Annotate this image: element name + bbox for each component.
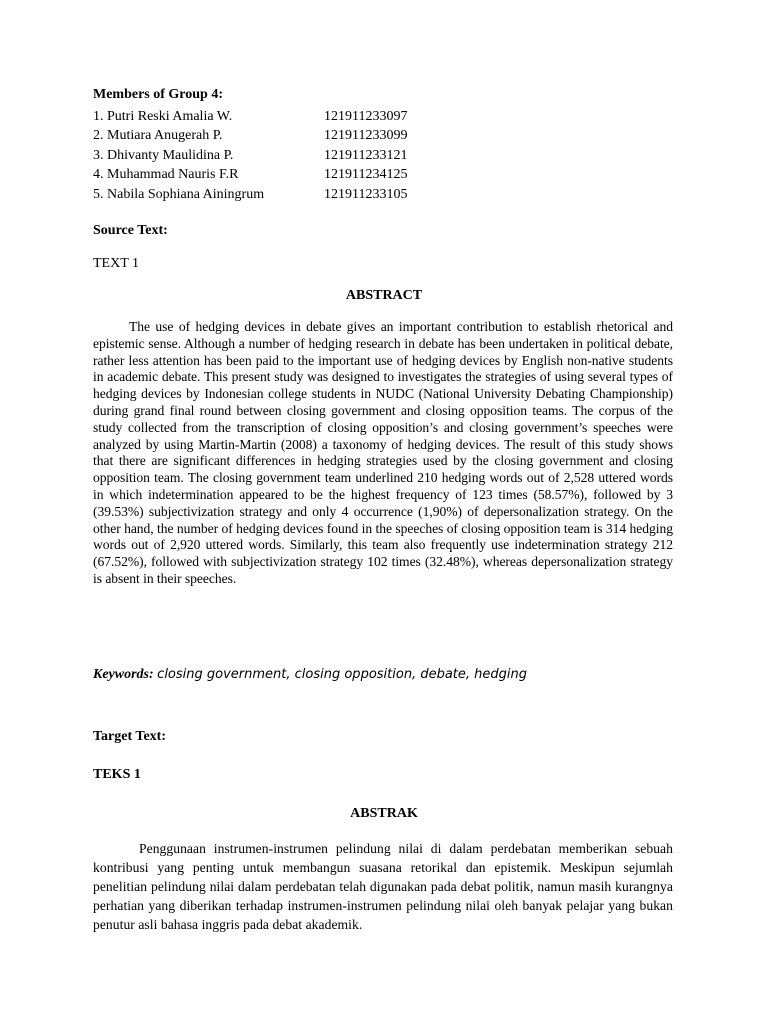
source-text-number: TEXT 1 [93,256,140,271]
member-id: 121911233097 [324,109,408,124]
member-name: 3. Dhivanty Maulidina P. [93,147,234,163]
abstrak-body: Penggunaan instrumen-instrumen pelindung nilai di dalam perdebatan memberikan sebuah kontribusi yang penting untuk membangun suasana retorikal dan epistemik. Meskipun sejumlah penelitian pelindung nilai dalam perdebatan telah digunakan pada debat politik, namun masih kurangnya perhatian yang diberikan terhadap instrumen-instrumen pelindung nilai oleh banyak pelajar yang bukan penutur asli bahasa inggris pada debat akademik. [93,841,673,933]
member-name: 4. Muhammad Nauris F.R [93,167,239,183]
target-text-label: Target Text: [93,729,166,744]
member-name: 5. Nabila Sophiana Ainingrum [93,186,265,202]
abstract-title: ABSTRACT [345,288,423,303]
keywords-line [93,667,527,683]
keywords-values: closing government, closing opposition, debate, hedging [157,667,527,682]
target-text-number: TEKS 1 [93,767,141,782]
source-text-label: Source Text: [93,223,168,238]
keywords-label: Keywords: [93,667,154,682]
abstract-body: The use of hedging devices in debate gives an important contribution to establish rhetorical and epistemic sense. Although a number of hedging research in debate has been undertaken in political debate, rather less attention has been paid to the important use of hedging devices by English non-native students in academic debate. This present study was designed to investigates the strategies of using several types of hedging devices by Indonesian college students in NUDC (National University Debating Championship) during grand final round between closing government and closing opposition teams. The corpus of the study collected from the transcription of closing opposition’s and closing government’s speeches were analyzed by using Martin-Martin (2008) a taxonomy of hedging devices. The result of this study shows that there are significant differences in hedging strategies used by the closing government and closing opposition team. The closing government team underlined 210 hedging words out of 2,528 uttered words in which indetermination appeared to be the highest frequency of 123 times (58.57%), followed by 3 (39.53%) subjectivization strategy and only 4 occurrence (1,90%) of depersonalization strategy. On the other hand, the number of hedging devices found in the speeches of closing opposition team is 314 hedging words out of 2,920 uttered words. Similarly, this team also frequently use indetermination strategy 212 (67.52%), followed with subjectivization strategy 102 times (32.48%), whereas depersonalization strategy is absent in their speeches. [93,319,673,586]
member-name: 1. Putri Reski Amalia W. [93,109,233,124]
member-id: 121911233121 [324,147,408,163]
member-id: 121911233099 [324,128,408,144]
abstrak-title: ABSTRAK [350,806,418,821]
members-heading: Members of Group 4: [93,87,223,102]
member-name: 2. Mutiara Anugerah P. [93,128,223,144]
member-id: 121911234125 [324,167,408,183]
member-id: 121911233105 [324,186,408,202]
